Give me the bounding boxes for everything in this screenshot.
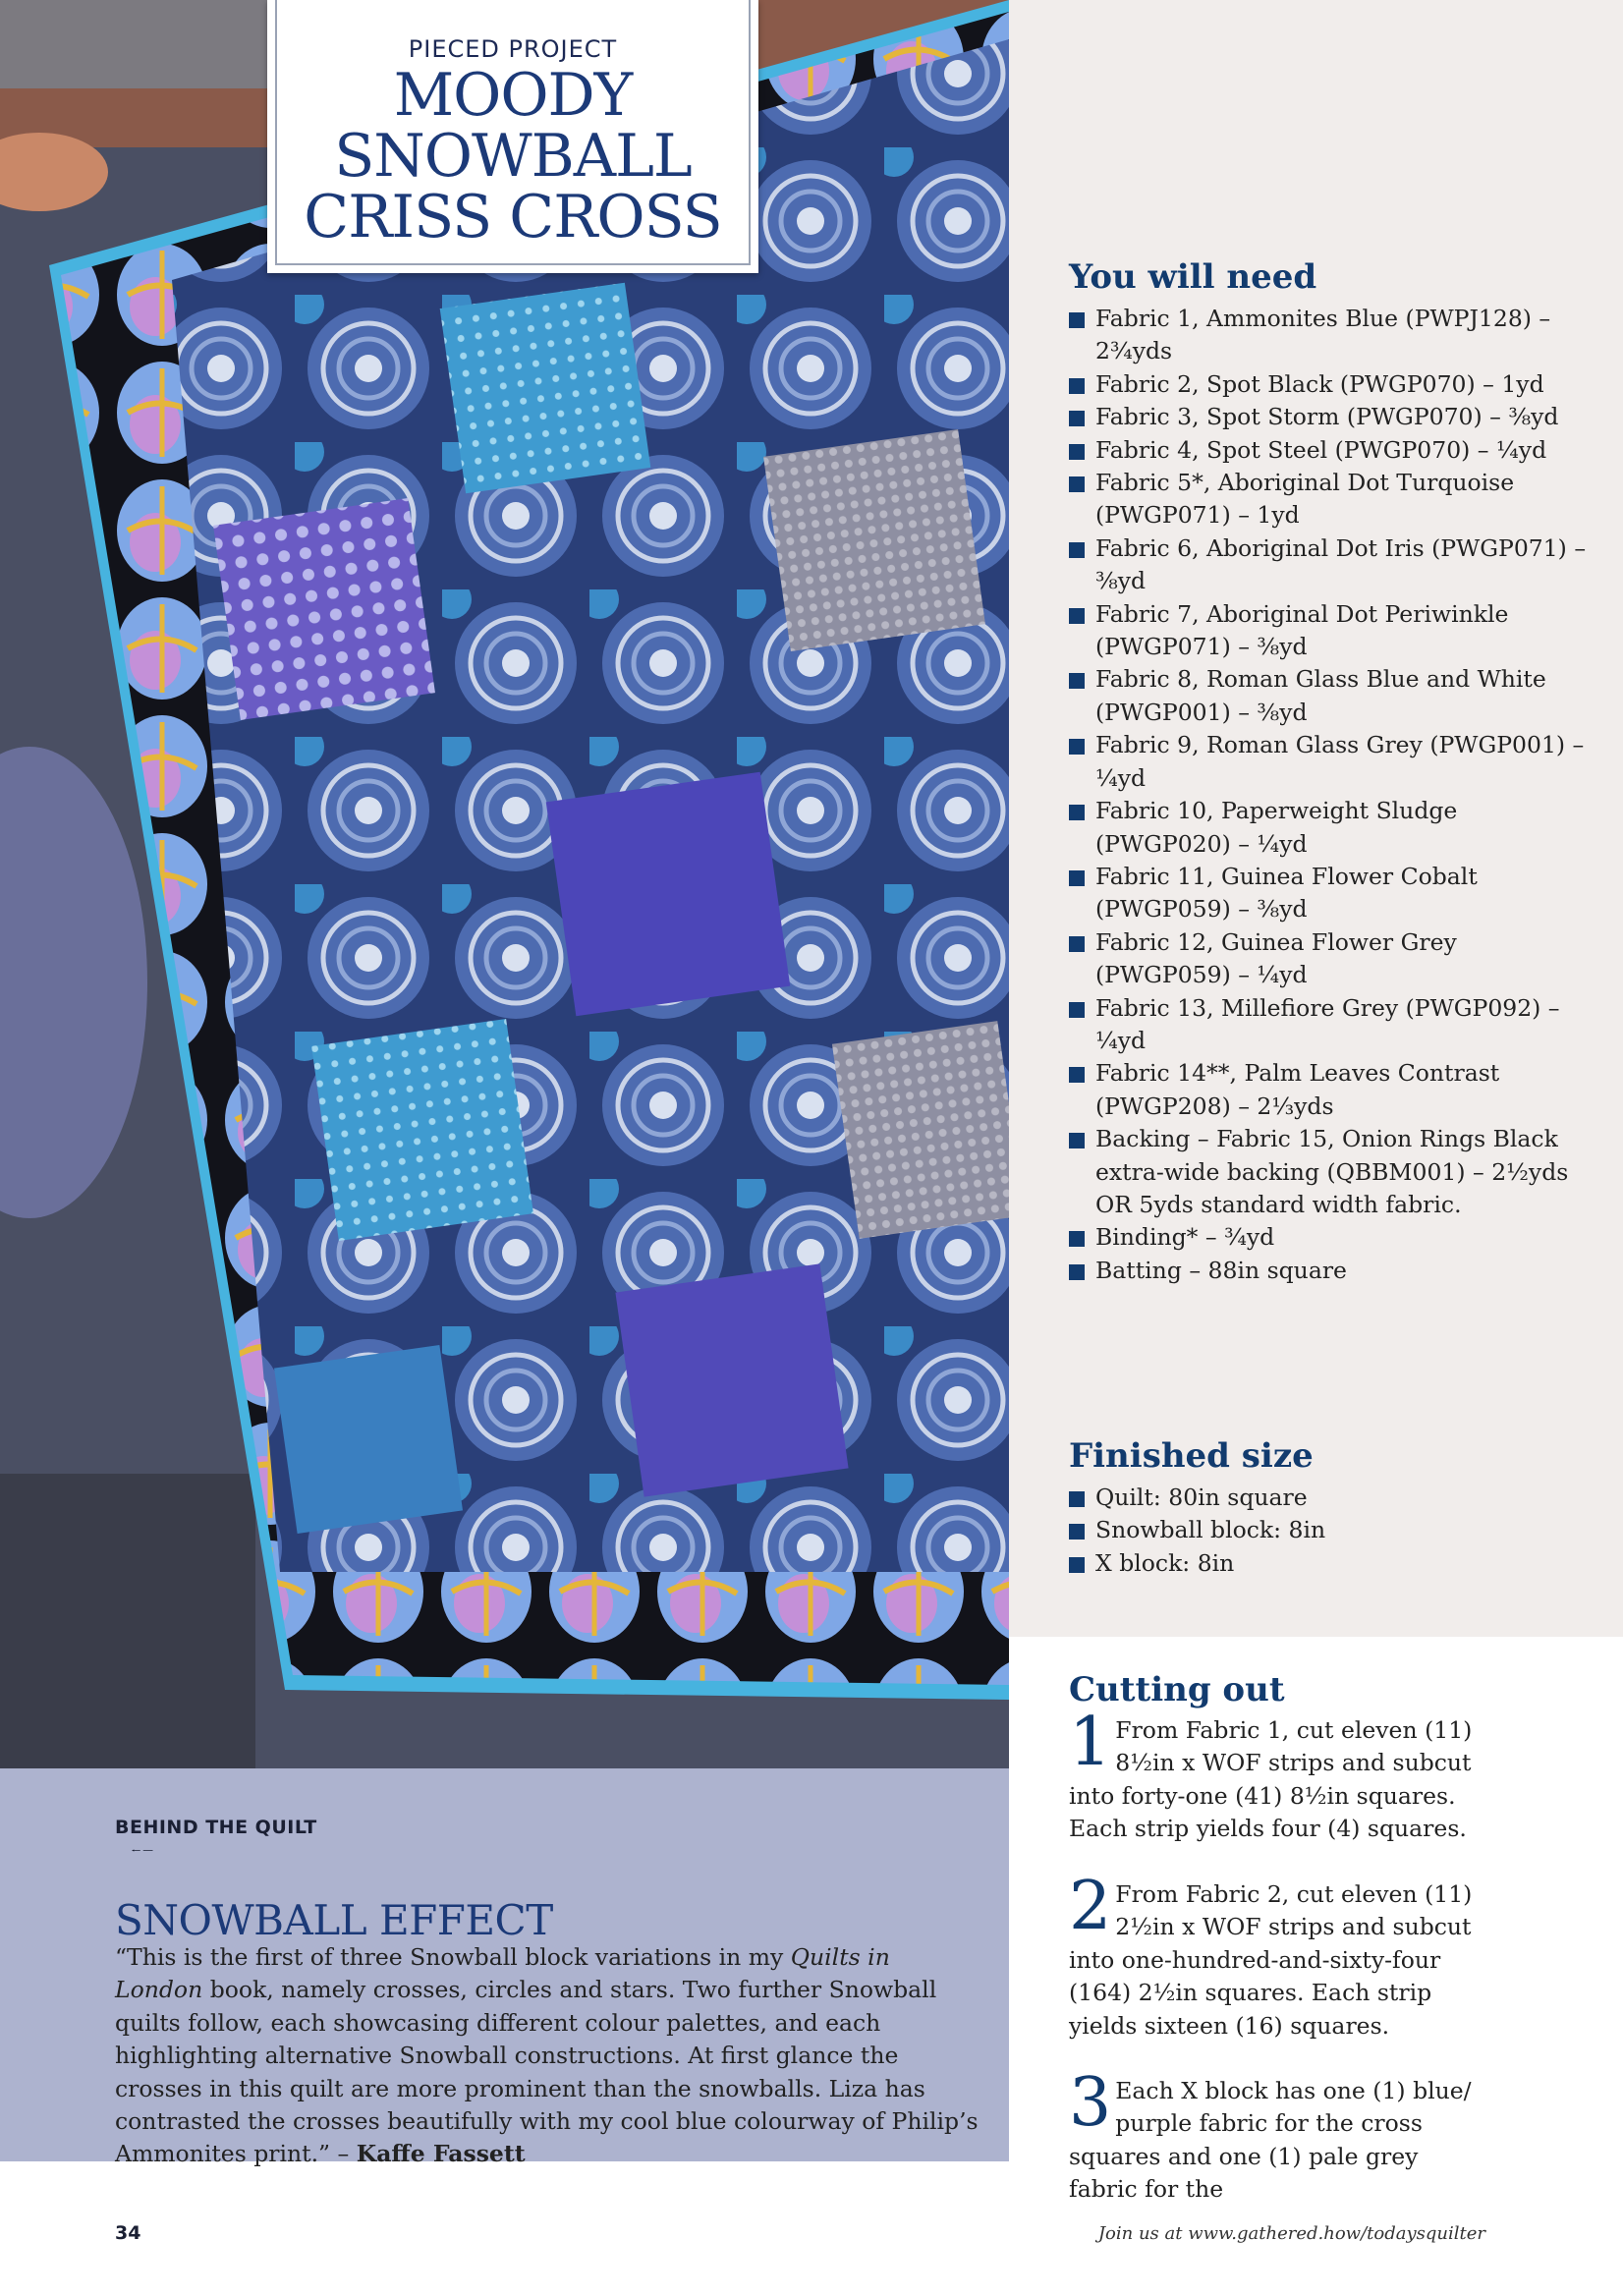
- list-item: Fabric 9, Roman Glass Grey (PWGP001) – ¼yd: [1069, 729, 1590, 795]
- step-text: Each X block has one (1) blue/ purple fabric for the cross squares and one (1) pale grey fabric for the: [1069, 2077, 1472, 2204]
- behind-the-quilt-text: [115, 1941, 979, 2171]
- list-item: Batting – 88in square: [1069, 1255, 1590, 1287]
- list-item: Fabric 6, Aboriginal Dot Iris (PWGP071) – ⅜yd: [1069, 532, 1590, 598]
- footer-link[interactable]: Join us at www.gathered.how/todaysquilter: [1097, 2223, 1485, 2244]
- list-item: Fabric 10, Paperweight Sludge (PWGP020) – ¼yd: [1069, 795, 1590, 861]
- list-item: Fabric 2, Spot Black (PWGP070) – 1yd: [1069, 368, 1590, 401]
- quote-text: “This is the first of three Snowball block variations in my: [115, 1943, 791, 1971]
- list-item: Binding* – ¾yd: [1069, 1221, 1590, 1254]
- step-number: 3: [1069, 2064, 1112, 2142]
- book-title: Quilts in London: [115, 1943, 890, 2004]
- you-will-need-list: [1069, 303, 1590, 1287]
- title-line: MOODY: [393, 61, 633, 130]
- list-item: Quilt: 80in square: [1069, 1482, 1590, 1514]
- quote-author: Kaffe Fassett: [356, 2140, 526, 2168]
- step-text: From Fabric 2, cut eleven (11) 2½in x WOF strips and subcut into one-hundred-and-sixty-four (164) 2½in squares. Each strip yields sixteen (16) squares.: [1069, 1880, 1473, 2040]
- finished-size-list: [1069, 1482, 1590, 1580]
- cutting-step-1: [1069, 1704, 1491, 1846]
- list-item: Fabric 14**, Palm Leaves Contrast (PWGP208) – 2⅓yds: [1069, 1057, 1590, 1123]
- list-item: Fabric 11, Guinea Flower Cobalt (PWGP059) – ⅜yd: [1069, 861, 1590, 926]
- list-item: Fabric 1, Ammonites Blue (PWPJ128) – 2¾yds: [1069, 303, 1590, 368]
- behind-the-quilt-label: BEHIND THE QUILT: [115, 1817, 317, 1838]
- step-number: 1: [1069, 1704, 1112, 1781]
- list-item: Fabric 7, Aboriginal Dot Periwinkle (PWGP071) – ⅜yd: [1069, 598, 1590, 664]
- step-number: 2: [1069, 1868, 1112, 1945]
- behind-the-quilt-heading: SNOWBALL EFFECT: [115, 1896, 553, 1944]
- quote-text: book, namely crosses, circles and stars. Two further Snowball quilts follow, each showcasing different colour palettes, and each highlighting alternative Snowball constructions. At first glance the crosses in this quilt are more prominent than the snowballs. Liza has contrasted the crosses beautifully with my cool blue colourway of Philip’s Ammonites print.” –: [115, 1976, 979, 2168]
- list-item: Fabric 5*, Aboriginal Dot Turquoise (PWGP071) – 1yd: [1069, 467, 1590, 532]
- page-number: 34: [115, 2222, 141, 2244]
- cutting-step-2: [1069, 1868, 1491, 2043]
- list-item: Fabric 3, Spot Storm (PWGP070) – ⅜yd: [1069, 401, 1590, 433]
- finished-size-heading: Finished size: [1069, 1436, 1314, 1476]
- list-item: X block: 8in: [1069, 1547, 1590, 1580]
- step-text: From Fabric 1, cut eleven (11) 8½in x WOF strips and subcut into forty-one (41) 8½in squares. Each strip yields four (4) squares.: [1069, 1716, 1473, 1843]
- cutting-out-heading: Cutting out: [1069, 1670, 1285, 1709]
- list-item: Fabric 8, Roman Glass Blue and White (PWGP001) – ⅜yd: [1069, 663, 1590, 729]
- title-line: SNOWBALL: [334, 122, 692, 191]
- you-will-need-heading: You will need: [1069, 257, 1317, 297]
- cutting-step-3: [1069, 2064, 1491, 2207]
- list-item: Fabric 13, Millefiore Grey (PWGP092) – ¼yd: [1069, 992, 1590, 1058]
- list-item: Fabric 4, Spot Steel (PWGP070) – ¼yd: [1069, 434, 1590, 467]
- kicker: PIECED PROJECT: [408, 35, 618, 63]
- page-title: [267, 61, 758, 252]
- title-card: [267, 0, 758, 273]
- list-item: Snowball block: 8in: [1069, 1514, 1590, 1546]
- arrow-rule-icon: [115, 1849, 170, 1852]
- list-item: Fabric 12, Guinea Flower Grey (PWGP059) – ¼yd: [1069, 926, 1590, 992]
- title-line: CRISS CROSS: [304, 183, 722, 252]
- list-item: Backing – Fabric 15, Onion Rings Black extra-wide backing (QBBM001) – 2½yds OR 5yds standard width fabric.: [1069, 1123, 1590, 1221]
